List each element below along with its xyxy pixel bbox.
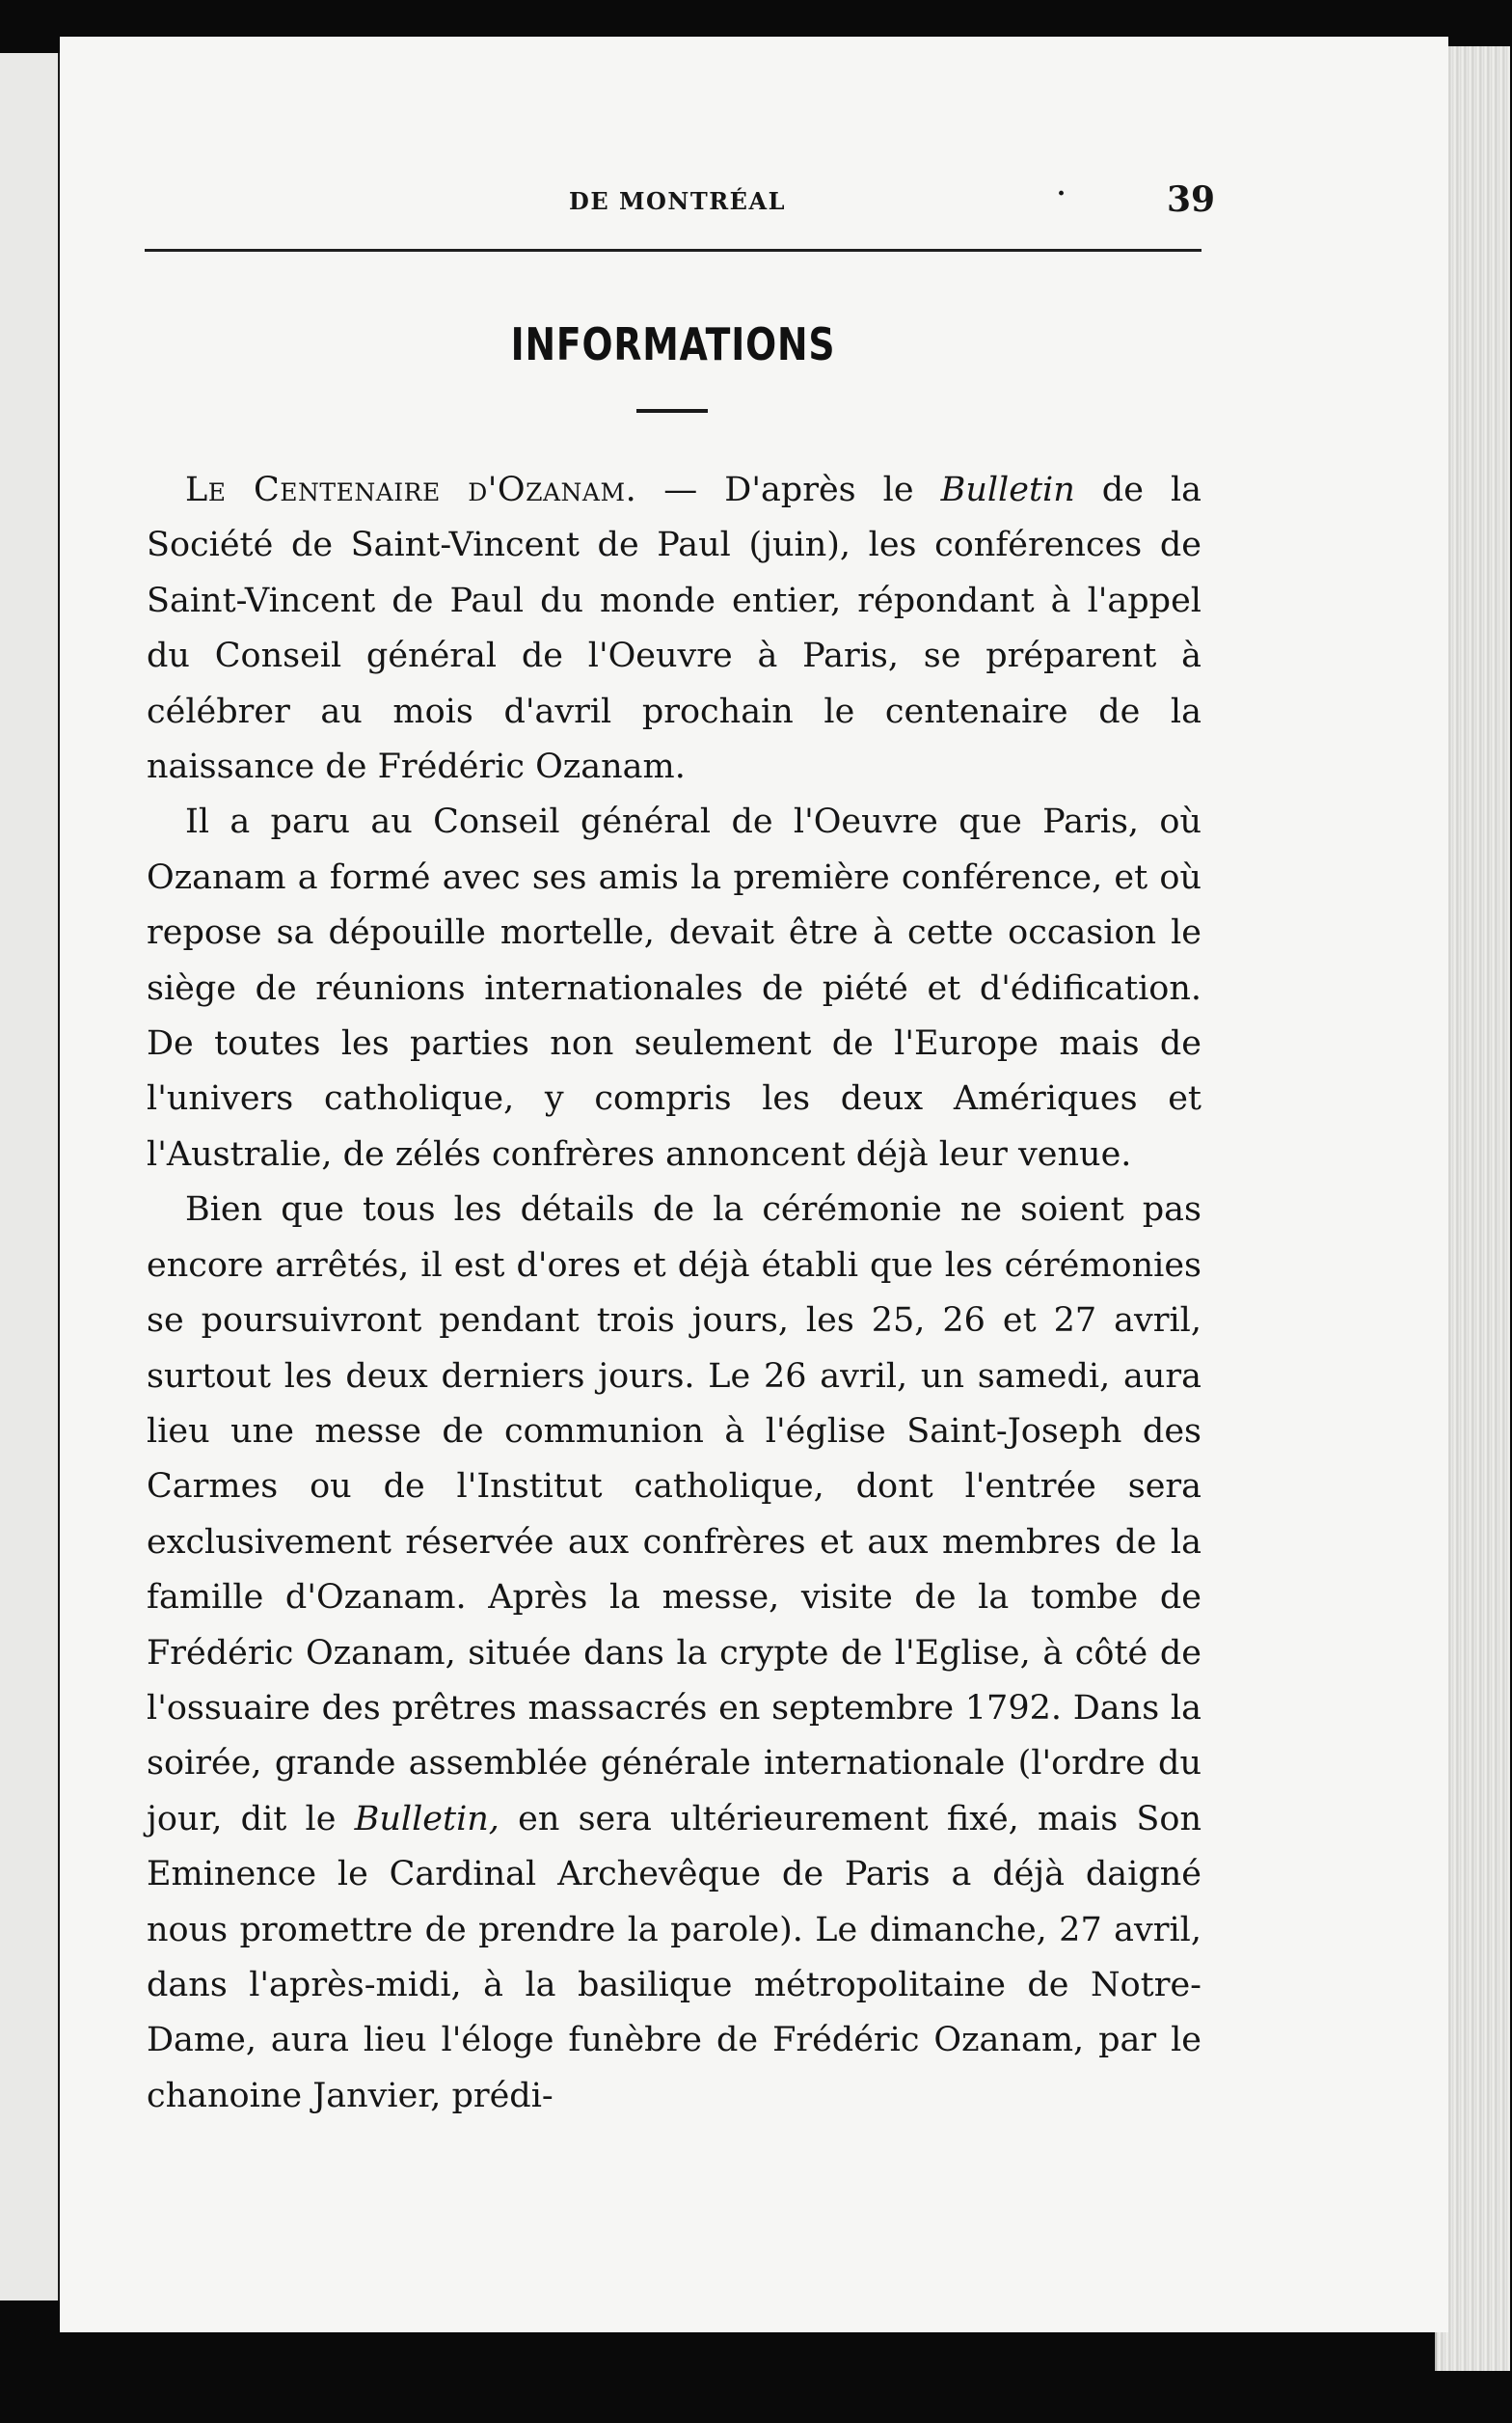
page-number: 39	[1167, 179, 1216, 220]
title-rule	[636, 409, 708, 413]
paragraph-1-lead: Le Centenaire d'Ozanam.	[185, 471, 637, 509]
previous-page-edge	[0, 53, 61, 2300]
article-body	[147, 463, 1202, 2124]
running-head	[145, 179, 1216, 228]
paragraph-2: Il a paru au Conseil général de l'Oeuvre que Paris, où Ozanam a formé avec ses amis la première conférence, et où repose sa dépouille mortelle, devait être à cette occasion le siège de réunions internationales de piété et d'édification. De toutes les parties non seulement de l'Europe mais de l'univers catholique, y compris les deux Amériques et l'Australie, de zélés confrères annoncent déjà leur venue.	[147, 803, 1202, 1174]
section-title: INFORMATIONS	[510, 318, 836, 370]
header-rule	[145, 249, 1202, 252]
paragraph-3-italic-bulletin: Bulletin,	[354, 1799, 500, 1838]
paragraph-3-text-b: en sera ultérieurement fixé, mais Son Eminence le Cardinal Archevêque de Paris a déjà daigné nous promettre de prendre la parole). Le dimanche, 27 avril, dans l'après-midi, à la basilique métropolitaine de Notre-Dame, aura lieu l'éloge funèbre de Frédéric Ozanam, par le chanoine Janvier, prédi-	[147, 1799, 1202, 2115]
paragraph-3	[147, 1183, 1202, 2124]
paragraph-1	[147, 463, 1202, 795]
paragraph-3-text-a: Bien que tous les détails de la cérémonie ne soient pas encore arrêtés, il est d'ores et déjà établi que les cérémonies se poursuivront pendant trois jours, les 25, 26 et 27 avril, surtout les deux derniers jours. Le 26 avril, un samedi, aura lieu une messe de communion à l'église Saint-Joseph des Carmes ou de l'Institut catholique, dont l'entrée sera exclusivement réservée aux confrères et aux membres de la famille d'Ozanam. Après la messe, visite de la tombe de Frédéric Ozanam, située dans la crypte de l'Eglise, à côté de l'ossuaire des prêtres massacrés en septembre 1792. Dans la soirée, grande assemblée générale internationale (l'ordre du jour, dit le	[147, 1190, 1202, 1838]
paragraph-1-text-a: — D'après le	[636, 471, 941, 509]
running-head-title: DE MONTRÉAL	[569, 187, 786, 215]
running-head-separator: ·	[1057, 179, 1066, 208]
paragraph-1-italic-bulletin: Bulletin	[940, 471, 1075, 509]
paragraph-1-text-b: de la Société de Saint-Vincent de Paul (juin), les conférences de Saint-Vincent de Paul du monde entier, répondant à l'appel du Conseil général de l'Oeuvre à Paris, se préparent à célébrer au mois d'avril prochain le centenaire de la naissance de Frédéric Ozanam.	[147, 471, 1202, 787]
